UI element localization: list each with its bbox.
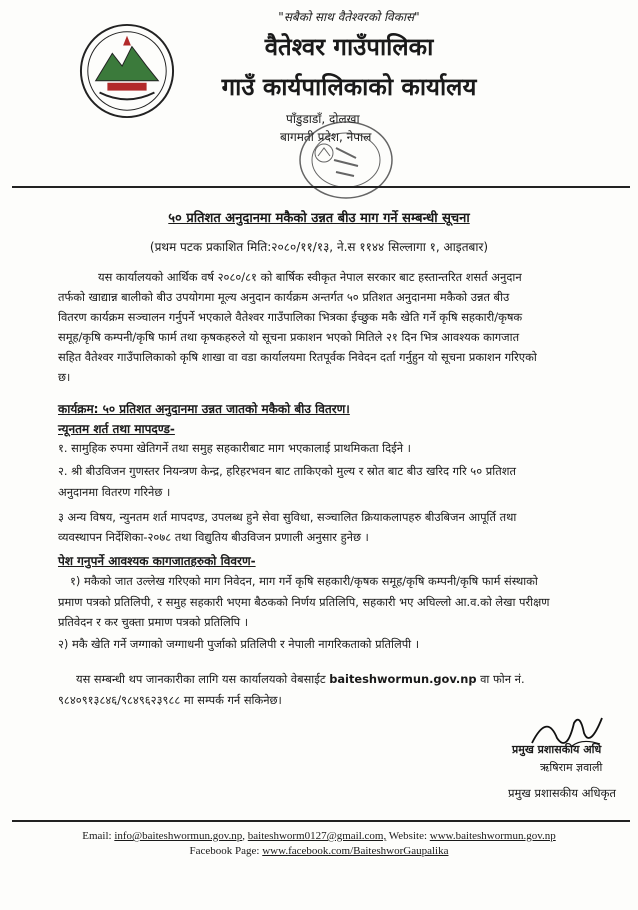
header-divider bbox=[12, 186, 630, 188]
contact-prefix: यस सम्बन्धी थप जानकारीका लागि यस कार्यालयको वेबसाईट bbox=[76, 672, 326, 686]
publication-date: (प्रथम पटक प्रकाशित मिति:२०८०/११/१३, ने.स ११४४ सिल्लागा १, आइतबार) bbox=[149, 240, 489, 254]
office-name: गाउँ कार्यपालिकाको कार्यालय bbox=[221, 73, 477, 101]
email-label: Email: bbox=[82, 830, 112, 842]
criteria-line: अनुदानमा वितरण गरिनेछ । bbox=[58, 485, 171, 499]
facebook-link[interactable]: www.facebook.com/BaiteshworGaupalika bbox=[262, 845, 449, 857]
signature-title-handwritten: प्रमुख प्रशासकीय अधि bbox=[512, 743, 602, 756]
documents-heading: पेश गनुपर्ने आवश्यक कागजातहरुको विवरण- bbox=[58, 554, 256, 568]
address-line-1: पाँडुडाडाँ, दोलखा bbox=[286, 112, 360, 126]
contact-mid: वा फोन नं. bbox=[480, 672, 525, 686]
footer-facebook bbox=[0, 845, 638, 857]
slogan: "सबैको साथ वैतेश्वरको विकास" bbox=[278, 10, 420, 24]
intro-line: समूह/कृषि कम्पनी/कृषि फार्म तथा कृषकहरुले यो सूचना प्रकाशन भएको मितिले २१ दिन भित्र आवश्यक कागजात bbox=[58, 330, 520, 344]
notice-title: ५० प्रतिशत अनुदानमा मकैको उन्नत बीउ माग गर्ने सम्बन्धी सूचना bbox=[168, 211, 470, 226]
document-line: प्रतिवेदन र कर चुक्ता प्रमाण पत्रको प्रतिलिपि । bbox=[58, 615, 249, 629]
website-label: Website: bbox=[388, 830, 428, 842]
email-link-primary[interactable]: info@baiteshwormun.gov.np bbox=[114, 830, 243, 842]
criteria-heading: न्यूनतम शर्त तथा मापदण्ड- bbox=[58, 422, 175, 436]
signatory-name: ऋषिराम ज्ञवाली bbox=[540, 761, 603, 774]
document-line: १) मकैको जात उल्लेख गरिएको माग निवेदन, माग गर्ने कृषि सहकारी/कृषक समूह/कृषि कम्पनी/कृषि फार्म संस्थाको bbox=[70, 574, 538, 588]
website-link[interactable]: www.baiteshwormun.gov.np bbox=[429, 830, 556, 842]
address-line-2: बागमती प्रदेश, नेपाल bbox=[280, 130, 372, 144]
criteria-line: ३ अन्य विषय, न्युनतम शर्त मापदण्ड, उपलब्ध हुने सेवा सुविधा, सञ्चालित क्रियाकलापहरु बीउबिजन आपूर्ति तथा bbox=[58, 510, 517, 524]
footer-contact: Email: info@baiteshwormun.gov.np, baiteshworm0127@gmail.com, Website: www.baiteshwormun.gov.np bbox=[82, 830, 556, 842]
document-line: २) मकै खेति गर्ने जग्गाको जग्गाधनी पुर्जाको प्रतिलिपी र नेपाली नागरिकताको प्रतिलिपी । bbox=[58, 637, 420, 651]
email-link-secondary[interactable]: baiteshworm0127@gmail.com, bbox=[247, 830, 387, 842]
facebook-label: Facebook Page: bbox=[189, 845, 260, 857]
contact-phones: ९८४०९१३८४६/९८४९६२३९८८ मा सम्पर्क गर्न सकिनेछ। bbox=[58, 693, 282, 707]
criteria-line: २. श्री बीउविजन गुणस्तर नियन्त्रण केन्द्र, हरिहरभवन बाट ताकिएको मुल्य र स्रोत बाट बीउ खरिद गरि ५० प्रतिशत bbox=[58, 464, 516, 478]
intro-line: छ। bbox=[58, 370, 71, 384]
program-heading: कार्यक्रम: ५० प्रतिशत अनुदानमा उन्नत जातको मकैको बीउ वितरण। bbox=[58, 402, 350, 416]
office-seal-stamp bbox=[296, 118, 396, 203]
contact-website[interactable]: baiteshwormun.gov.np bbox=[329, 672, 477, 686]
footer-divider bbox=[12, 820, 630, 822]
municipality-name: वैतेश्वर गाउँपालिका bbox=[264, 33, 434, 61]
contact-line bbox=[76, 672, 525, 687]
signatory-post: प्रमुख प्रशासकीय अधिकृत bbox=[508, 786, 616, 800]
intro-line: सहित वैतेश्वर गाउँपालिकाको कृषि शाखा वा वडा कार्यालयमा रितपूर्वक निवेदन दर्ता गर्नुहुन यो सूचना प्रकाशन गरिएको bbox=[58, 350, 537, 364]
criteria-line: व्यवस्थापन निर्देशिका-२०७८ तथा विद्युतिय बीउविजन प्रणाली अनुसार हुनेछ । bbox=[58, 530, 369, 544]
criteria-line: १. सामुहिक रुपमा खेतिगर्ने तथा समुह सहकारीबाट माग भएकालाई प्राथमिकता दिईने । bbox=[58, 441, 411, 455]
intro-line: तर्फको खाद्यान्न बालीको बीउ उपयोगमा मूल्य अनुदान कार्यक्रम अन्तर्गत ५० प्रतिशत अनुदानमा मकैको उन्नत बीउ bbox=[58, 290, 510, 304]
intro-line: वितरण कार्यक्रम सञ्चालन गर्नुपर्ने भएकाले वैतेश्वर गाउँपालिका भित्रका ईच्छुक मकै खेति गर्ने कृषि सहकारी/कृषक bbox=[58, 310, 523, 324]
document-line: प्रमाण पत्रको प्रतिलिपी, र समुह सहकारी भएमा बैठकको निर्णय प्रतिलिपि, सहकारी भए अघिल्लो आ.व.को लेखा परीक्षण bbox=[58, 595, 550, 609]
intro-line: यस कार्यालयको आर्थिक वर्ष २०८०/८१ को बार्षिक स्वीकृत नेपाल सरकार बाट हस्तान्तरित शसर्त अनुदान bbox=[98, 270, 522, 284]
